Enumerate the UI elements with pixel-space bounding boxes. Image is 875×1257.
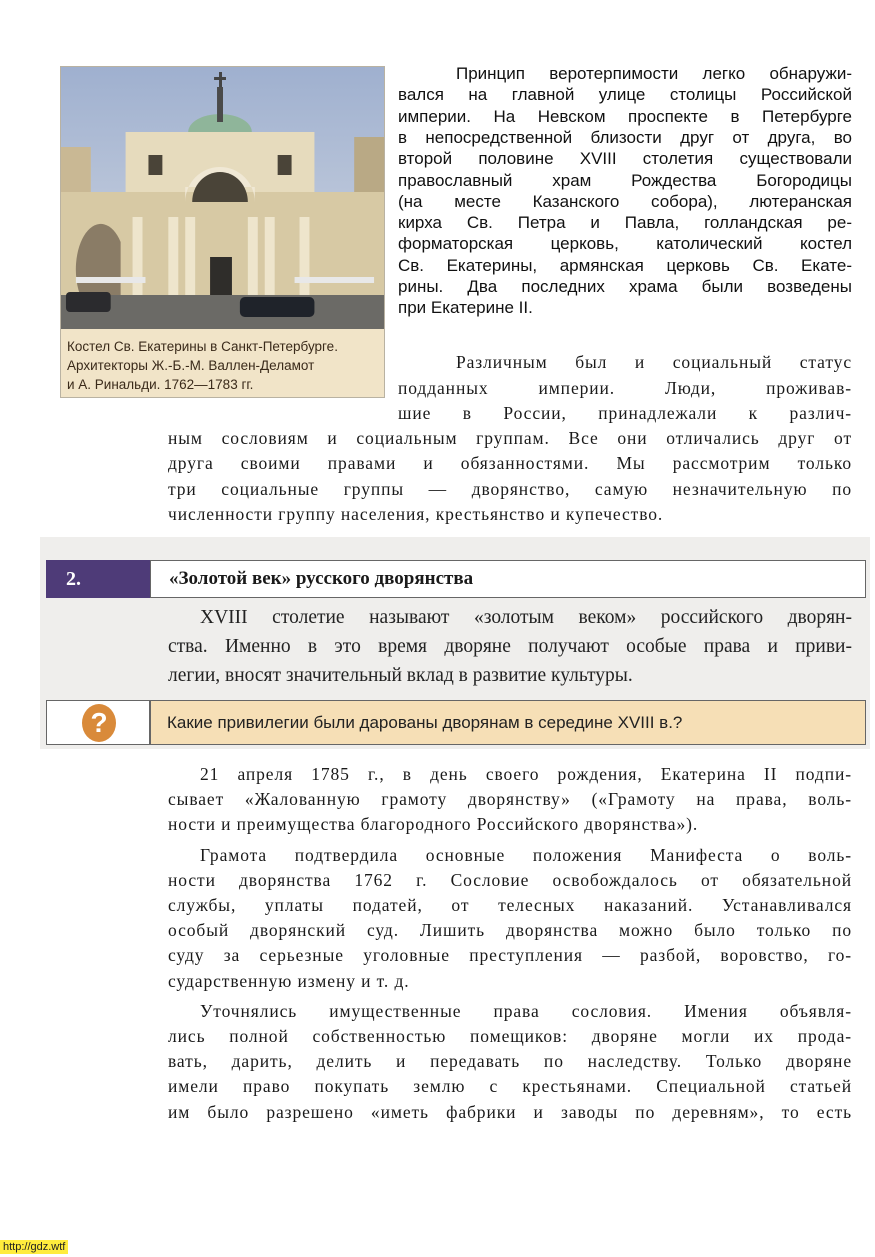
text-line: суду за серьезные уголовные преступления — разбой, воровство, го- bbox=[168, 945, 852, 966]
text-line: вался на главной улице столицы Российской bbox=[398, 85, 852, 105]
text-line: легии, вносят значительный вклад в развитие культуры. bbox=[168, 665, 633, 686]
text-line: вать, дарить, делить и передавать по наследству. Только дворяне bbox=[168, 1051, 852, 1072]
text-line: Уточнялись имущественные права сословия. Имения объявля- bbox=[200, 1000, 852, 1021]
text-line: империи. На Невском проспекте в Петербурге bbox=[398, 106, 852, 126]
text-line: ности дворянства 1762 г. Сословие освобождалось от обязательной bbox=[168, 869, 852, 890]
text-line: численности группу населения, крестьянство и купечество. bbox=[168, 503, 664, 524]
church-photo bbox=[61, 67, 384, 329]
section-number: 2. bbox=[46, 560, 150, 598]
text-line: шие в России, принадлежали к различ- bbox=[398, 403, 852, 423]
text-line: ства. Именно в это время дворяне получают особые права и приви- bbox=[168, 636, 852, 657]
caption-line: и А. Ринальди. 1762—1783 гг. bbox=[67, 377, 254, 392]
question-mark-icon: ? bbox=[82, 704, 116, 742]
text-line: три социальные группы — дворянство, самую незначительную по bbox=[168, 478, 852, 499]
text-line: Различным был и социальный статус bbox=[456, 352, 852, 372]
text-line: сударственную измену и т. д. bbox=[168, 970, 410, 991]
text-line: сывает «Жалованную грамоту дворянству» («Грамоту на права, воль- bbox=[168, 789, 852, 810]
text-line: второй половине XVIII столетия существовали bbox=[398, 149, 852, 169]
text-line: Грамота подтвердила основные положения Манифеста о воль- bbox=[200, 844, 852, 865]
watermark-link[interactable]: http://gdz.wtf bbox=[0, 1240, 68, 1254]
text-line: особый дворянский суд. Лишить дворянства можно было только по bbox=[168, 920, 852, 941]
section-question: Какие привилегии были дарованы дворянам в середине XVIII в.? bbox=[150, 700, 866, 745]
section-title: «Золотой век» русского дворянства bbox=[150, 560, 866, 598]
text-line: XVIII столетие называют «золотым веком» российского дворян- bbox=[200, 607, 852, 628]
caption-line: Костел Св. Екатерины в Санкт-Петербурге. bbox=[67, 339, 338, 354]
text-line: рины. Два последних храма были возведены bbox=[398, 277, 852, 296]
text-line: Принцип веротерпимости легко обнаружи- bbox=[456, 64, 852, 83]
text-line: кирха Св. Петра и Павла, голландская ре- bbox=[398, 213, 852, 233]
text-line: друга своими правами и обязанностями. Мы рассмотрим только bbox=[168, 453, 852, 474]
text-line: православный храм Рождества Богородицы bbox=[398, 170, 852, 190]
text-line: ным сословиям и социальным группам. Все они отличались друг от bbox=[168, 427, 852, 448]
text-line: имели право покупать землю с крестьянами. Специальной статьей bbox=[168, 1076, 852, 1097]
text-line: службы, уплаты податей, от телесных наказаний. Устанавливался bbox=[168, 895, 852, 915]
text-line: подданных империи. Люди, проживав- bbox=[398, 377, 852, 398]
figure-caption bbox=[67, 337, 338, 394]
text-line: Св. Екатерины, армянская церковь Св. Екате- bbox=[398, 255, 852, 275]
text-line: (на месте Казанского собора), лютеранская bbox=[398, 191, 852, 211]
text-line: лись полной собственностью помещиков: дворяне могли их прода- bbox=[168, 1026, 852, 1046]
church-figure bbox=[60, 66, 385, 398]
text-line: ности и преимущества благородного Российского дворянства»). bbox=[168, 814, 699, 835]
text-line: форматорская церковь, католический костел bbox=[398, 234, 852, 254]
caption-line: Архитекторы Ж.-Б.-М. Валлен-Деламот bbox=[67, 358, 315, 373]
text-line: 21 апреля 1785 г., в день своего рождения, Екатерина II подпи- bbox=[200, 764, 852, 784]
text-line: им было разрешено «иметь фабрики и заводы по деревням», то есть bbox=[168, 1101, 852, 1122]
text-line: в непосредственной близости друг от друга, во bbox=[398, 127, 852, 147]
text-line: при Екатерине II. bbox=[398, 298, 533, 318]
